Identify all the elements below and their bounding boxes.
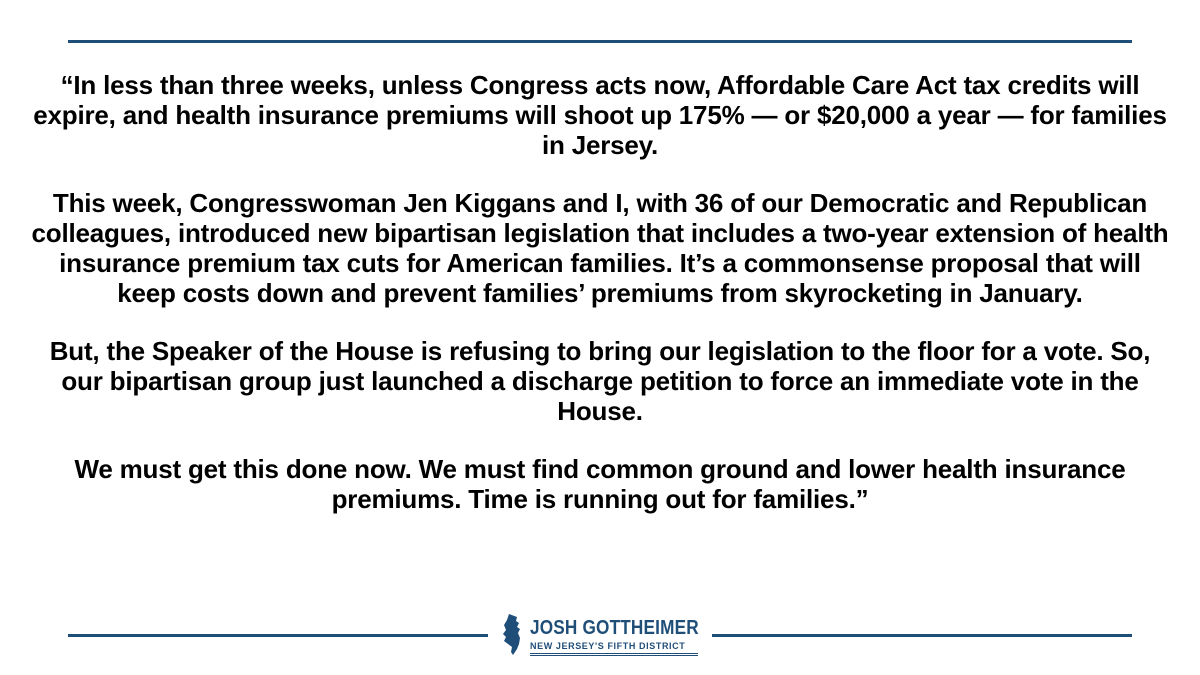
quote-paragraph-4: We must get this done now. We must find common ground and lower health insurance premiums. Time is running out for families.” (74, 454, 1126, 514)
footer-divider-right (712, 634, 1132, 637)
quote-paragraph-3: But, the Speaker of the House is refusing to bring our legislation to the floor for a vote. So, our bipartisan group just launched a discharge petition to force an immediate vote in the House. (49, 336, 1151, 426)
new-jersey-state-icon (500, 614, 524, 656)
quote-paragraph-1: “In less than three weeks, unless Congress acts now, Affordable Care Act tax credits will expire, and health insurance premiums will shoot up 175% — or $20,000 a year — for families in Jersey. (33, 70, 1167, 160)
top-divider (68, 40, 1132, 43)
logo-subtitle: NEW JERSEY'S FIFTH DISTRICT (530, 641, 686, 651)
gottheimer-logo (498, 614, 704, 658)
quote-paragraph-2: This week, Congresswoman Jen Kiggans and I, with 36 of our Democratic and Republican colleagues, introduced new bipartisan legislation that includes a two-year extension of health insurance premium tax cuts for American families. It’s a commonsense proposal that will keep costs down and prevent families’ premiums from skyrocketing in January. (31, 188, 1169, 308)
quote-block (30, 70, 1170, 514)
logo-underline (530, 653, 698, 657)
footer-divider-left (68, 634, 488, 637)
logo-name: JOSH GOTTHEIMER (530, 617, 699, 639)
footer (0, 610, 1200, 660)
